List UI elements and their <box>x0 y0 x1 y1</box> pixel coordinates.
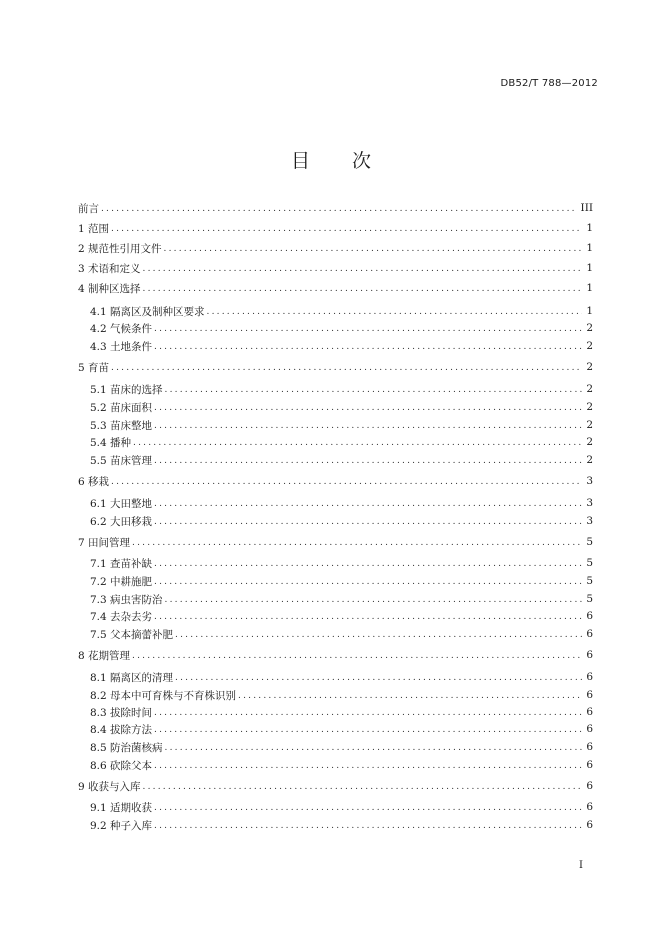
toc-leader-dots <box>111 362 582 373</box>
toc-entry[interactable] <box>90 321 593 335</box>
toc-leader-dots <box>165 594 583 605</box>
toc-entry[interactable] <box>90 609 593 623</box>
toc-entry[interactable] <box>90 800 593 814</box>
toc-entry-page: 5 <box>586 575 593 587</box>
toc-entry[interactable] <box>90 339 593 353</box>
toc-entry[interactable] <box>90 400 593 414</box>
toc-entry-label: 5.1 苗床的选择 <box>90 383 163 396</box>
toc-leader-dots <box>165 384 583 395</box>
toc-leader-dots <box>132 537 582 548</box>
toc-entry-label: 7.2 中耕施肥 <box>90 575 153 588</box>
toc-entry-label: 8.5 防治菌核病 <box>90 741 163 754</box>
toc-leader-dots <box>111 223 582 234</box>
toc-entry-page: 6 <box>586 649 593 661</box>
toc-entry[interactable] <box>90 758 593 772</box>
toc-entry-label: 3 术语和定义 <box>78 262 141 275</box>
toc-entry[interactable] <box>90 496 593 510</box>
toc-leader-dots <box>154 802 582 813</box>
toc-entry-page: 6 <box>586 819 593 831</box>
toc-entry-label: 7.4 去杂去劣 <box>90 610 153 623</box>
toc-entry-page: 1 <box>586 242 593 254</box>
toc-entry-label: 5.4 播种 <box>90 436 132 449</box>
toc-leader-dots <box>154 420 582 431</box>
toc-entry[interactable] <box>90 382 593 396</box>
toc-leader-dots <box>175 629 582 640</box>
toc-entry-page: 6 <box>586 628 593 640</box>
toc-entry-page: 2 <box>586 419 593 431</box>
toc-entry-label: 7.3 病虫害防治 <box>90 593 163 606</box>
standard-id: DB52/T 788—2012 <box>500 78 598 89</box>
toc-entry-label: 4 制种区选择 <box>78 282 141 295</box>
toc-leader-dots <box>154 724 582 735</box>
toc-entry[interactable] <box>78 261 593 275</box>
toc-entry-label: 8.6 砍除父本 <box>90 759 153 772</box>
toc-entry[interactable] <box>90 418 593 432</box>
toc-leader-dots <box>143 781 583 792</box>
toc-entry-page: 5 <box>586 536 593 548</box>
toc-entry-label: 6.1 大田整地 <box>90 497 153 510</box>
toc-entry[interactable] <box>78 360 593 374</box>
toc-leader-dots <box>111 476 582 487</box>
toc-entry[interactable] <box>90 688 593 702</box>
toc-entry[interactable] <box>78 535 593 549</box>
toc-entry-page: 6 <box>586 689 593 701</box>
toc-entry-page: 2 <box>586 361 593 373</box>
toc-leader-dots <box>238 690 582 701</box>
toc-entry-label: 8.3 拔除时间 <box>90 706 153 719</box>
toc-entry-label: 8 花期管理 <box>78 649 131 662</box>
toc-entry-page: 3 <box>586 475 593 487</box>
toc-entry-page: 5 <box>586 557 593 569</box>
toc-leader-dots <box>143 283 583 294</box>
toc-entry[interactable] <box>90 740 593 754</box>
toc-entry-label: 4.3 土地条件 <box>90 340 153 353</box>
toc-entry-page: 6 <box>586 780 593 792</box>
toc-entry[interactable] <box>90 670 593 684</box>
toc-entry-page: 2 <box>586 322 593 334</box>
toc-leader-dots <box>154 558 582 569</box>
toc-leader-dots <box>207 306 583 317</box>
toc-leader-dots <box>132 650 582 661</box>
toc-entry[interactable] <box>78 241 593 255</box>
toc-entry[interactable] <box>90 574 593 588</box>
toc-leader-dots <box>154 760 582 771</box>
toc-entry-label: 9.2 种子入库 <box>90 819 153 832</box>
toc-entry-page: 6 <box>586 759 593 771</box>
toc-leader-dots <box>101 203 577 214</box>
toc-leader-dots <box>154 707 582 718</box>
toc-entry-label: 8.4 拔除方法 <box>90 723 153 736</box>
toc-entry[interactable] <box>78 201 593 215</box>
toc-entry-label: 8.2 母本中可育株与不育株识别 <box>90 689 237 702</box>
toc-entry-label: 5.2 苗床面积 <box>90 401 153 414</box>
toc-entry[interactable] <box>78 779 593 793</box>
toc-entry-page: III <box>580 202 593 214</box>
title-char-2: 次 <box>352 150 372 172</box>
toc-entry-page: 6 <box>586 723 593 735</box>
toc-entry[interactable] <box>90 705 593 719</box>
toc-entry[interactable] <box>78 221 593 235</box>
toc-entry-label: 5 育苗 <box>78 361 110 374</box>
toc-entry-page: 3 <box>586 515 593 527</box>
toc-entry[interactable] <box>78 648 593 662</box>
toc-entry-page: 3 <box>586 497 593 509</box>
toc-entry-page: 6 <box>586 671 593 683</box>
toc-entry-label: 4.1 隔离区及制种区要求 <box>90 305 205 318</box>
toc-entry[interactable] <box>90 304 593 318</box>
toc-entry-page: 1 <box>586 282 593 294</box>
toc-entry[interactable] <box>90 453 593 467</box>
toc-entry-page: 2 <box>586 383 593 395</box>
toc-leader-dots <box>154 516 582 527</box>
toc-leader-dots <box>154 820 582 831</box>
toc-entry-page: 2 <box>586 401 593 413</box>
toc-entry[interactable] <box>78 474 593 488</box>
toc-entry[interactable] <box>90 818 593 832</box>
toc-leader-dots <box>154 402 582 413</box>
toc-entry[interactable] <box>90 592 593 606</box>
toc-entry-label: 2 规范性引用文件 <box>78 242 162 255</box>
toc-entry-label: 4.2 气候条件 <box>90 322 153 335</box>
toc-entry[interactable] <box>90 435 593 449</box>
toc-entry-page: 6 <box>586 706 593 718</box>
toc-entry-label: 1 范围 <box>78 222 110 235</box>
toc-leader-dots <box>164 243 583 254</box>
toc-leader-dots <box>154 576 582 587</box>
toc-leader-dots <box>175 672 582 683</box>
toc-entry-label: 9 收获与入库 <box>78 780 141 793</box>
toc-leader-dots <box>143 263 583 274</box>
toc-entry-label: 6.2 大田移栽 <box>90 515 153 528</box>
toc-leader-dots <box>154 323 582 334</box>
page-title <box>0 146 662 173</box>
toc-entry-label: 9.1 适期收获 <box>90 801 153 814</box>
toc-entry-page: 6 <box>586 610 593 622</box>
toc-entry-label: 5.3 苗床整地 <box>90 419 153 432</box>
toc-entry[interactable] <box>90 556 593 570</box>
toc-leader-dots <box>154 341 582 352</box>
toc-entry-label: 6 移栽 <box>78 475 110 488</box>
toc-entry-page: 1 <box>586 222 593 234</box>
title-char-1: 目 <box>290 150 310 172</box>
toc-entry-page: 2 <box>586 340 593 352</box>
toc-leader-dots <box>165 742 583 753</box>
toc-entry-label: 7.1 查苗补缺 <box>90 557 153 570</box>
toc-leader-dots <box>154 455 582 466</box>
toc-entry-page: 2 <box>586 436 593 448</box>
toc-leader-dots <box>154 498 582 509</box>
toc-entry-page: 1 <box>586 262 593 274</box>
toc-entry-page: 6 <box>586 801 593 813</box>
toc-entry-label: 8.1 隔离区的清理 <box>90 671 174 684</box>
toc-entry-label: 7 田间管理 <box>78 536 131 549</box>
toc-entry-label: 前言 <box>78 202 99 215</box>
toc-entry[interactable] <box>90 722 593 736</box>
page-number: I <box>579 860 583 871</box>
toc-entry-page: 6 <box>586 741 593 753</box>
toc-entry-page: 5 <box>586 593 593 605</box>
toc-entry-page: 2 <box>586 454 593 466</box>
toc-entry[interactable] <box>78 281 593 295</box>
toc-entry-page: 1 <box>586 305 593 317</box>
toc-leader-dots <box>133 437 582 448</box>
toc-entry-label: 5.5 苗床管理 <box>90 454 153 467</box>
toc-entry-label: 7.5 父本摘蕾补肥 <box>90 628 174 641</box>
toc-leader-dots <box>154 611 582 622</box>
toc-entry[interactable] <box>90 514 593 528</box>
toc-entry[interactable] <box>90 627 593 641</box>
